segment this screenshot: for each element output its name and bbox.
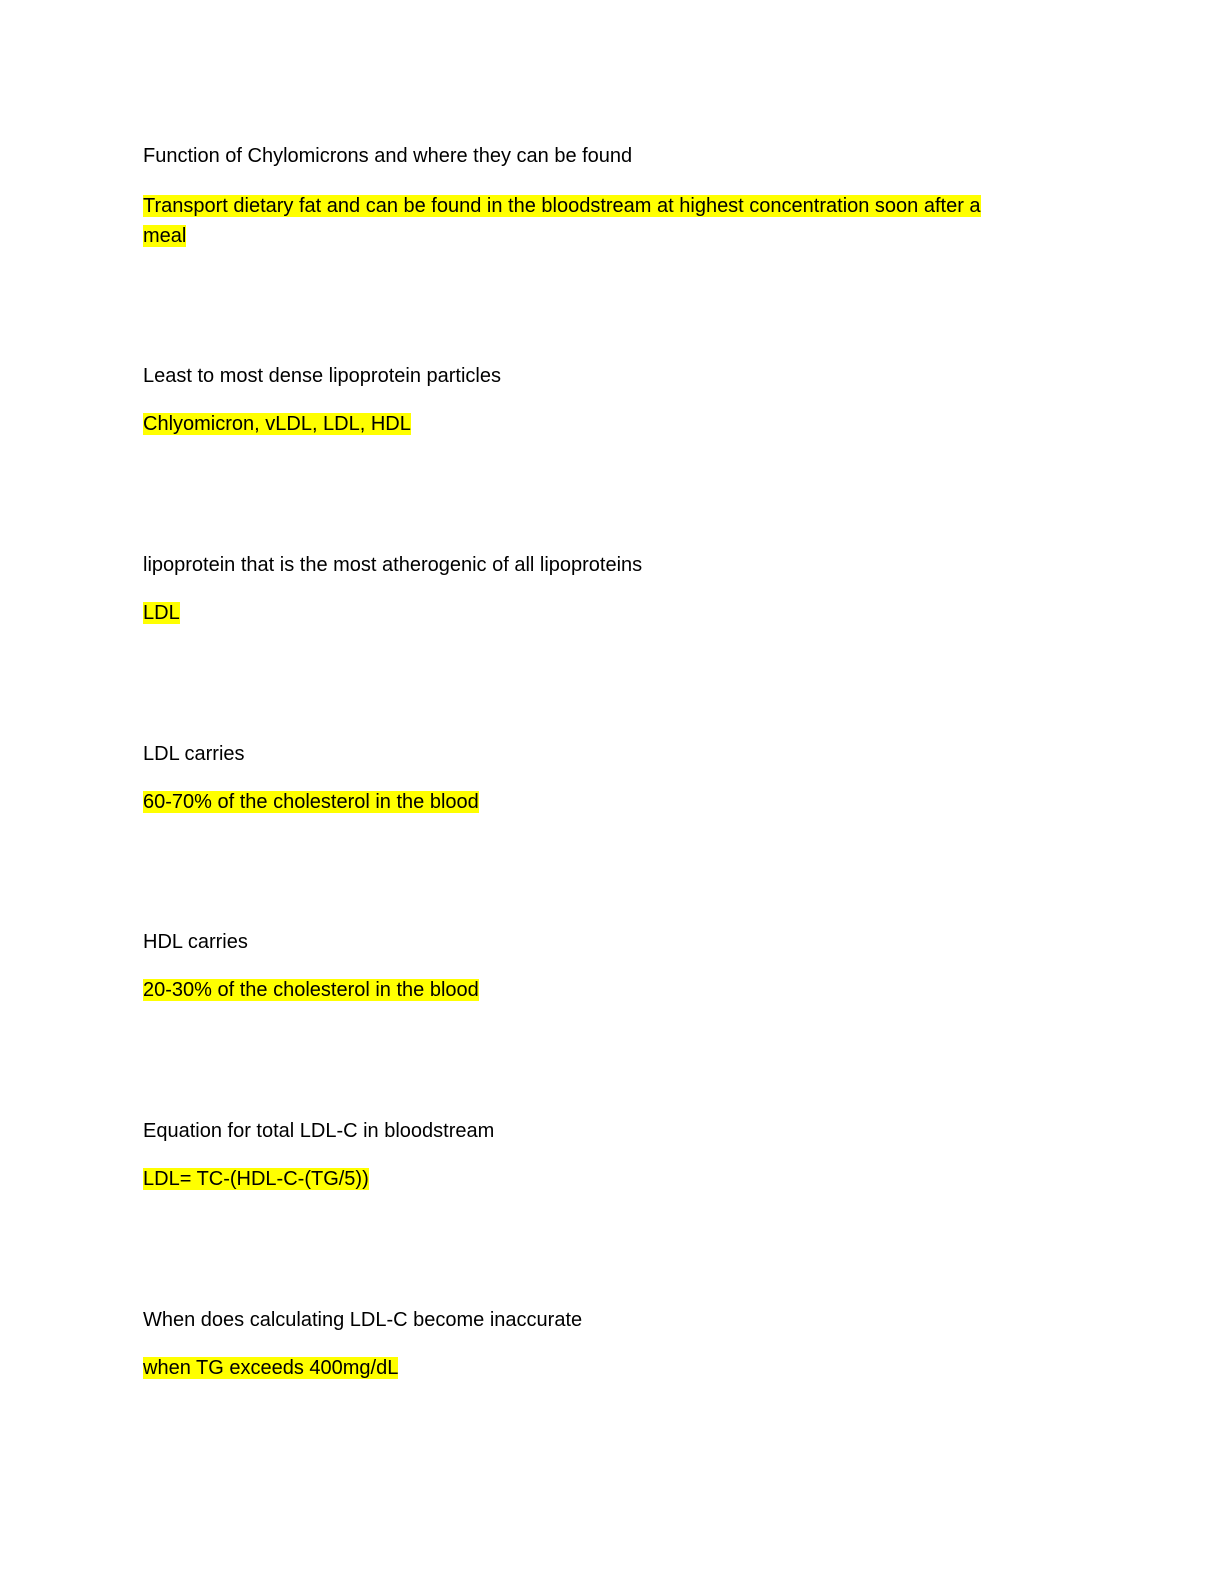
question-7: When does calculating LDL-C become inaccurate [143, 1309, 583, 1331]
answer-2-text: Chlyomicron, vLDL, LDL, HDL [143, 413, 411, 435]
answer-6-text: LDL= TC-(HDL-C-(TG/5)) [143, 1168, 369, 1190]
question-4: LDL carries [143, 743, 245, 765]
answer-6 [143, 1164, 369, 1194]
answer-5 [143, 975, 479, 1005]
answer-1-line-1 [143, 191, 981, 221]
answer-1-text-line-2: meal [143, 225, 187, 247]
question-3: lipoprotein that is the most atherogenic of all lipoproteins [143, 554, 643, 576]
question-5: HDL carries [143, 931, 248, 953]
answer-7-text: when TG exceeds 400mg/dL [143, 1357, 399, 1379]
answer-3 [143, 598, 180, 628]
answer-2 [143, 409, 411, 439]
answer-4-text: 60-70% of the cholesterol in the blood [143, 791, 479, 813]
answer-1-line-2 [143, 221, 186, 251]
question-1: Function of Chylomicrons and where they can be found [143, 145, 633, 167]
answer-1-text-line-1: Transport dietary fat and can be found in the bloodstream at highest concentration soon after a [143, 195, 981, 217]
answer-5-text: 20-30% of the cholesterol in the blood [143, 979, 479, 1001]
question-6: Equation for total LDL-C in bloodstream [143, 1120, 495, 1142]
question-2: Least to most dense lipoprotein particles [143, 365, 501, 387]
answer-7 [143, 1353, 398, 1383]
answer-3-text: LDL [143, 602, 180, 624]
answer-4 [143, 787, 479, 817]
